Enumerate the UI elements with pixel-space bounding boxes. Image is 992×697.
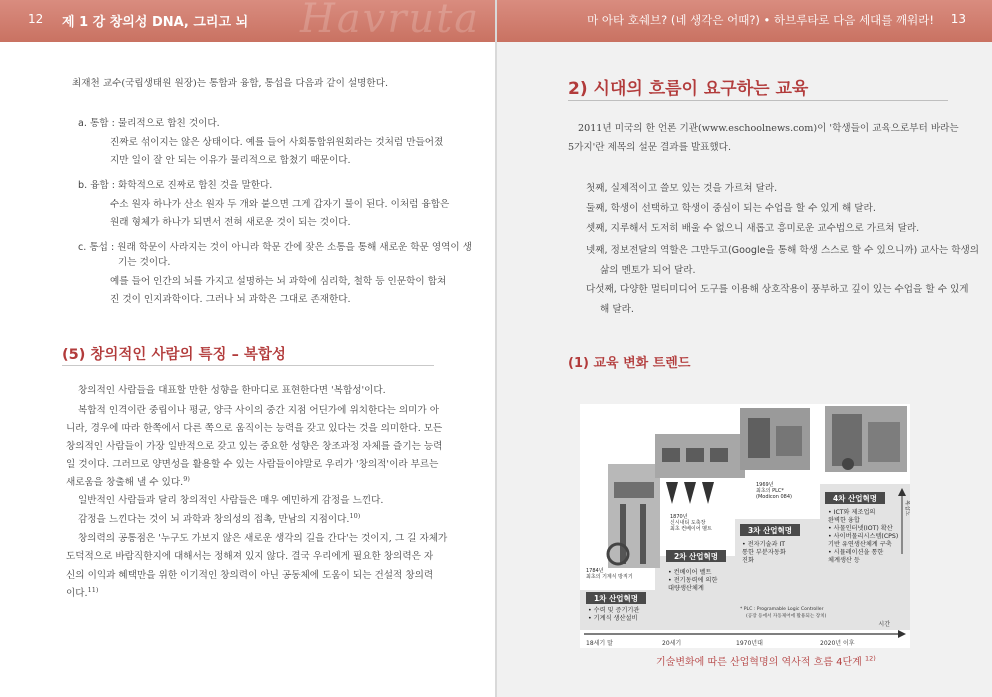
left-header-bar: [0, 0, 496, 42]
stage-4-point: • 시뮬레이션을 통한: [828, 549, 884, 556]
section-title-creative: (5) 창의적인 사람의 특징 – 복합성: [62, 347, 286, 363]
plc-note-line2: (공장 등에서 자동제어에 활용되는 장치): [746, 614, 827, 619]
photo-caption: 1969년: [756, 482, 774, 488]
complexity-axis-label: 복잡도: [904, 500, 910, 516]
book-spine: [495, 0, 497, 697]
intro-line: 5가지'란 제목의 설문 결과를 발표했다.: [568, 142, 732, 153]
era-label: 18세기 말: [586, 640, 613, 647]
chapter-title: 제 1 강 창의성 DNA, 그리고 뇌: [62, 15, 249, 30]
intro-text: 최재천 교수(국립생태원 원장)는 통합과 융합, 통섭을 다음과 같이 설명한다.: [72, 78, 389, 89]
stage-3-point: 진화: [742, 557, 754, 564]
right-page-number: 13: [950, 12, 966, 26]
para-line: 창의적인 사람들이 가장 일반적으로 갖고 있는 중요한 성향은 창조과정 자체를 즐기는 능력: [66, 441, 443, 452]
havruta-watermark: Havruta: [300, 0, 481, 42]
era-label: 2020년 이후: [820, 640, 855, 647]
footnote-12: 12): [864, 654, 876, 663]
para-line: 신의 이익과 혜택만을 위한 이기적인 창의력이 아닌 공동체에 도움이 되는 건설적 창의력: [66, 570, 434, 581]
item-b-line1: 수소 원자 하나가 산소 원자 두 개와 붙으면 그게 갑자기 물이 된다. 이처럼 융합은: [110, 199, 450, 210]
para-line: 창의적인 사람들을 대표할 만한 성향을 한마디로 표현한다면 '복합성'이다.: [78, 385, 386, 396]
list-item-1: 첫째, 실제적이고 쓸모 있는 것을 가르쳐 달라.: [586, 183, 778, 194]
list-item-2: 둘째, 학생이 선택하고 학생이 중심이 되는 수업을 할 수 있게 해 달라.: [586, 203, 876, 214]
figure-caption: 기술변화에 따른 산업혁명의 역사적 흐름 4단계 $^{12)}$: [656, 654, 876, 668]
photo-caption: 신시내티 도축장: [670, 520, 706, 526]
list-item-3: 셋째, 지루해서 도저히 배울 수 없으니 새롭고 흥미로운 교수법으로 가르쳐 달라.: [586, 223, 920, 234]
para-line: 일 것이다. 그러므로 양면성을 활용할 수 있는 사람들이야말로 우리가 '창의적'이라 부르는: [66, 459, 439, 470]
para-line: 일반적인 사람들과 달리 창의적인 사람들은 매우 예민하게 감정을 느낀다.: [78, 495, 384, 506]
footnote-9: 9): [183, 474, 190, 483]
stage-1-point: • 수력 및 증기기관: [588, 607, 640, 614]
para-line: 복합적 인격이란 중립이나 평균, 양극 사이의 중간 지점 어딘가에 위치한다는 의미가 아: [78, 405, 439, 416]
smart-factory-photo: [825, 406, 907, 472]
stage-4-point: • 사물인터넷(IOT) 확산: [828, 525, 893, 532]
para-line: 감정을 느낀다는 것이 뇌 과학과 창의성의 접촉, 만남의 지점이다.$^{10)}$: [78, 511, 361, 525]
item-c-label: c. 통섭 : 원래 학문이 사라지는 것이 아니라 학문 간에 잦은 소통을 통해 새로운 학문 영역이 생: [78, 242, 472, 253]
stage-2-point: 대량생산체계: [668, 585, 704, 592]
photo-caption: 최초의 PLC*: [756, 488, 784, 494]
footnote-10: 10): [349, 511, 361, 520]
stage-4-point: 기반 유연생산체계 구축: [828, 541, 892, 548]
stage-1-title: 1차 산업혁명: [593, 594, 639, 603]
para-line: 창의력의 공통점은 '누구도 가보지 않은 새로운 생각의 길을 간다'는 것이지, 그 길 자체가: [78, 533, 448, 544]
para-line: 이다.$^{11)}$: [66, 585, 99, 599]
plc-photo: [740, 408, 810, 470]
stage-3-point: 통한 부분자동화: [742, 549, 786, 556]
stage-4-title: 4차 산업혁명: [832, 494, 878, 503]
stage-1-point: • 기계식 생산설비: [588, 615, 638, 622]
footnote-11: 11): [87, 585, 99, 594]
stage-3-point: • 전자기술과 IT: [742, 541, 786, 548]
intro-line: 2011년 미국의 한 언론 기관(www.eschoolnews.com)이 '학생들이 교육으로부터 바라는: [578, 123, 959, 134]
stage-4-point: • ICT와 제조업의: [828, 509, 876, 516]
stage-2-title: 2차 산업혁명: [673, 552, 719, 561]
item-b-label: b. 융합 : 화학적으로 진짜로 합친 것을 말한다.: [78, 180, 273, 191]
item-c-line2: 진 것이 인지과학이다. 그러나 뇌 과학은 그대로 존재한다.: [110, 294, 351, 305]
photo-caption: (Modicon 084): [756, 494, 792, 500]
list-item-4-cont: 삶의 멘토가 되어 달라.: [600, 265, 696, 276]
item-b-line2: 원래 형체가 하나가 되면서 전혀 새로운 것이 되는 것이다.: [110, 217, 351, 228]
list-item-5-cont: 해 달라.: [600, 304, 634, 315]
list-item-4: 넷째, 정보전달의 역할은 그만두고(Google을 통해 학생 스스로 할 수 있으니까) 교사는 학생의: [586, 245, 980, 256]
photo-caption: 최초의 기계식 방직기: [586, 574, 633, 580]
para-line: 니라, 경우에 따라 한쪽에서 다른 쪽으로 움직이는 능력을 갖고 있다는 것을 의미한다. 모든: [66, 423, 443, 434]
era-label: 1970년대: [736, 640, 763, 647]
list-item-5: 다섯째, 다양한 멀티미디어 도구를 이용해 상호작용이 풍부하고 깊이 있는 수업을 할 수 있게: [586, 284, 969, 295]
stage-4-point: 완벽한 융합: [828, 517, 860, 524]
item-a-line1: 진짜로 섞이지는 않은 상태이다. 예를 들어 사회통합위원회라는 것처럼 만들어졌: [110, 137, 444, 148]
plc-note-line1: * PLC : Programable Logic Controller: [740, 607, 824, 612]
section-rule: [568, 100, 948, 101]
right-header-bar: [496, 0, 992, 42]
photo-caption: 1784년: [586, 568, 604, 574]
item-a-label: a. 통합 : 물리적으로 합친 것이다.: [78, 118, 220, 129]
para-line: 도덕적으로 바람직한지에 대해서는 정해져 있지 않다. 결국 우리에게 필요한 창의력은 자: [66, 551, 434, 562]
photo-caption: 1870년: [670, 514, 688, 520]
stage-4-point: 체계생산 등: [828, 557, 860, 564]
item-c-line1: 예를 들어 인간의 뇌를 가지고 설명하는 뇌 과학에 심리학, 철학 등 인문학이 합쳐: [110, 276, 447, 287]
item-a-line2: 지만 일이 잘 안 되는 이유가 물리적으로 합쳤기 때문이다.: [110, 155, 351, 166]
time-axis-label: 시간: [878, 621, 890, 628]
stage-3-title: 3차 산업혁명: [747, 526, 793, 535]
loom-photo: [608, 464, 660, 568]
era-label: 20세기: [662, 640, 682, 647]
photo-caption: 최초 컨베이어 벨트: [670, 526, 712, 532]
subsection-title-trend: (1) 교육 변화 트렌드: [568, 356, 691, 371]
section-title-education: 2) 시대의 흐름이 요구하는 교육: [568, 79, 809, 99]
left-page-number: 12: [28, 12, 44, 26]
stage-2-point: • 컨베이어 벨트: [668, 569, 712, 576]
item-c-label2: 기는 것이다.: [118, 257, 171, 268]
section-rule: [62, 365, 434, 366]
para-line: 새로움을 창출해 낼 수 있다.$^{9)}$: [66, 474, 190, 488]
stage-4-point: • 사이버물리시스템(CPS): [828, 533, 899, 540]
industrial-revolution-figure: [580, 404, 910, 648]
stage-2-point: • 전기동력에 의한: [668, 577, 718, 584]
running-title: 마 아타 호쉐브? (네 생각은 어때?) • 하브루타로 다음 세대를 깨워라!: [587, 13, 934, 27]
